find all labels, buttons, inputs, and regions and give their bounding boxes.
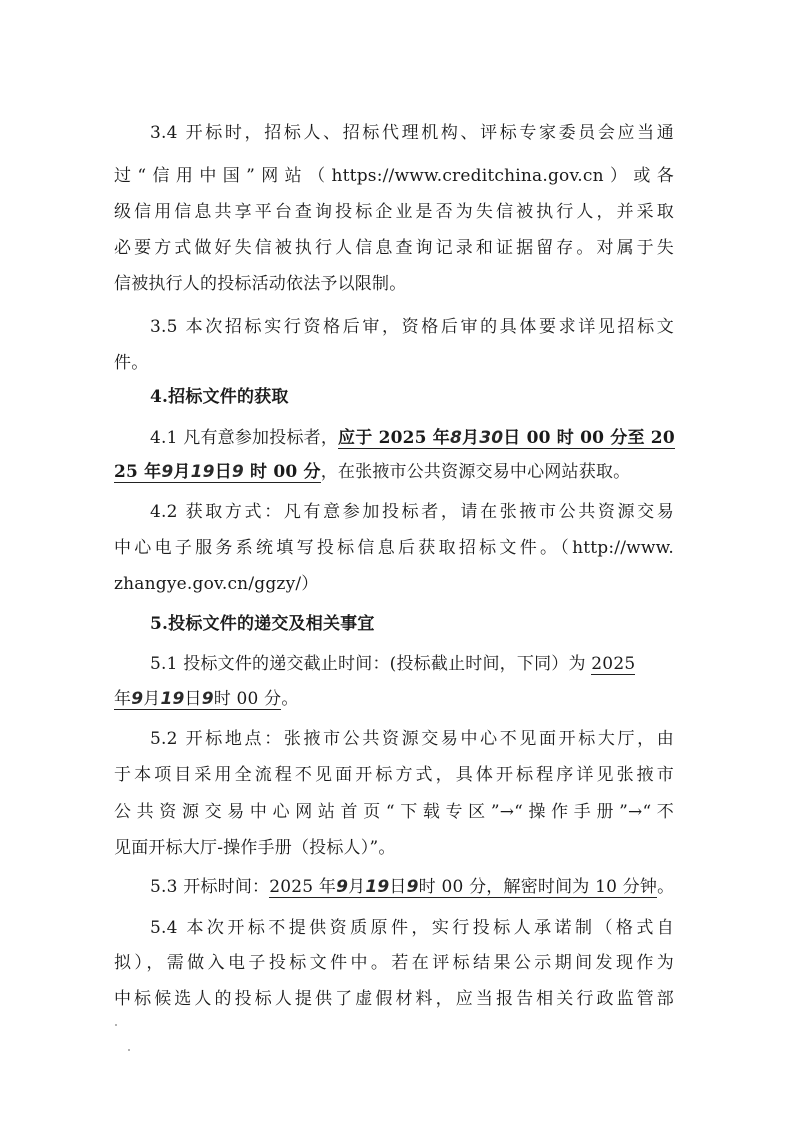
opening-hour-handwritten: 9: [406, 877, 419, 897]
paragraph-5-3-prefix: 5.3 开标时间：: [150, 877, 270, 897]
paragraph-4-2-line-3: zhangye.gov.cn/ggzy/）: [114, 574, 319, 594]
paragraph-5-2-line-1: 5.2 开标地点：张掖市公共资源交易中心不见面开标大厅，由: [150, 729, 674, 749]
paragraph-5-2-line-4: 见面开标大厅-操作手册（投标人）”。: [114, 838, 396, 858]
opening-time-text: 时 00 分，解密时间为 10 分钟: [418, 877, 658, 897]
month-label: 月: [348, 877, 366, 897]
paragraph-3-5-line-2: 件。: [114, 353, 149, 373]
day-label: 日: [214, 462, 232, 482]
paragraph-5-3-line-1: [150, 870, 674, 904]
month-label: 月: [143, 689, 161, 709]
deadline-time-text: 时 00 分: [213, 689, 282, 709]
paragraph-3-5-line-1: 3.5 本次招标实行资格后审，资格后审的具体要求详见招标文: [150, 317, 674, 337]
scan-speck: [115, 1024, 117, 1026]
paragraph-3-4-line-4: 必要方式做好失信被执行人信息查询记录和证据留存。对属于失: [114, 238, 674, 258]
day-label: 日: [389, 877, 407, 897]
paragraph-5-4-line-2: 拟），需做入电子投标文件中。若在评标结果公示期间发现作为: [114, 953, 674, 973]
start-day-handwritten: 30: [479, 428, 504, 448]
paragraph-4-1-suffix: ，在张掖市公共资源交易中心网站获取。: [320, 462, 631, 482]
paragraph-5-2-line-3: 公共资源交易中心网站首页“下载专区”→“操作手册”→“不: [114, 802, 674, 822]
paragraph-5-1-line-1: [150, 647, 674, 681]
end-hour-handwritten: 9: [231, 462, 244, 482]
day-label: 日: [184, 689, 202, 709]
deadline-year-underlined: 2025: [591, 654, 636, 674]
sentence-end: 。: [281, 689, 299, 709]
date-start-underlined: [338, 428, 675, 449]
start-year-text: 应于 2025 年: [338, 428, 450, 448]
year-label: 年: [114, 689, 132, 709]
scan-speck: [128, 1049, 130, 1051]
end-year-text: 25 年: [114, 462, 162, 482]
start-time-text: 日 00 时 00 分至 20: [503, 428, 675, 448]
opening-year-text: 2025 年: [269, 877, 337, 897]
paragraph-5-4-line-1: 5.4 本次开标不提供资质原件，实行投标人承诺制（格式自: [150, 918, 674, 938]
opening-month-handwritten: 9: [336, 877, 349, 897]
paragraph-5-1-prefix: 5.1 投标文件的递交截止时间：(投标截止时间，下同）为: [150, 654, 592, 674]
end-time-text: 时 00 分: [243, 462, 321, 482]
start-month-handwritten: 8: [450, 428, 463, 448]
paragraph-4-2-line-2: 中心电子服务系统填写投标信息后获取招标文件。（http://www.: [114, 538, 674, 558]
paragraph-4-1-line-2: [114, 455, 674, 489]
paragraph-5-4-line-3: 中标候选人的投标人提供了虚假材料，应当报告相关行政监管部: [114, 989, 674, 1009]
date-end-underlined: [114, 462, 321, 483]
paragraph-3-4-line-2: 过“信用中国”网站（https://www.creditchina.gov.cn）或各: [114, 166, 674, 186]
month-label: 月: [462, 428, 480, 448]
opening-time-underlined: [269, 877, 657, 898]
month-label: 月: [173, 462, 191, 482]
sentence-end: 。: [657, 877, 675, 897]
paragraph-3-4-line-1: 3.4 开标时，招标人、招标代理机构、评标专家委员会应当通: [150, 123, 674, 143]
end-month-handwritten: 9: [161, 462, 174, 482]
paragraph-5-2-line-2: 于本项目采用全流程不见面开标方式，具体开标程序详见张掖市: [114, 765, 674, 785]
deadline-hour-handwritten: 9: [201, 689, 214, 709]
section-4-heading: 4.招标文件的获取: [150, 387, 289, 407]
paragraph-4-1-line-1: [150, 421, 674, 455]
paragraph-3-4-line-3: 级信用信息共享平台查询投标企业是否为失信被执行人，并采取: [114, 202, 674, 222]
deadline-month-handwritten: 9: [131, 689, 144, 709]
deadline-date-underlined: [114, 689, 281, 710]
paragraph-3-4-line-5: 信被执行人的投标活动依法予以限制。: [114, 274, 407, 294]
section-5-heading: 5.投标文件的递交及相关事宜: [150, 614, 375, 634]
paragraph-4-1-prefix: 4.1 凡有意参加投标者，: [150, 428, 339, 448]
paragraph-5-1-line-2: [114, 682, 674, 716]
paragraph-4-2-line-1: 4.2 获取方式：凡有意参加投标者，请在张掖市公共资源交易: [150, 502, 674, 522]
opening-day-handwritten: 19: [365, 877, 390, 897]
deadline-day-handwritten: 19: [160, 689, 185, 709]
end-day-handwritten: 19: [190, 462, 215, 482]
